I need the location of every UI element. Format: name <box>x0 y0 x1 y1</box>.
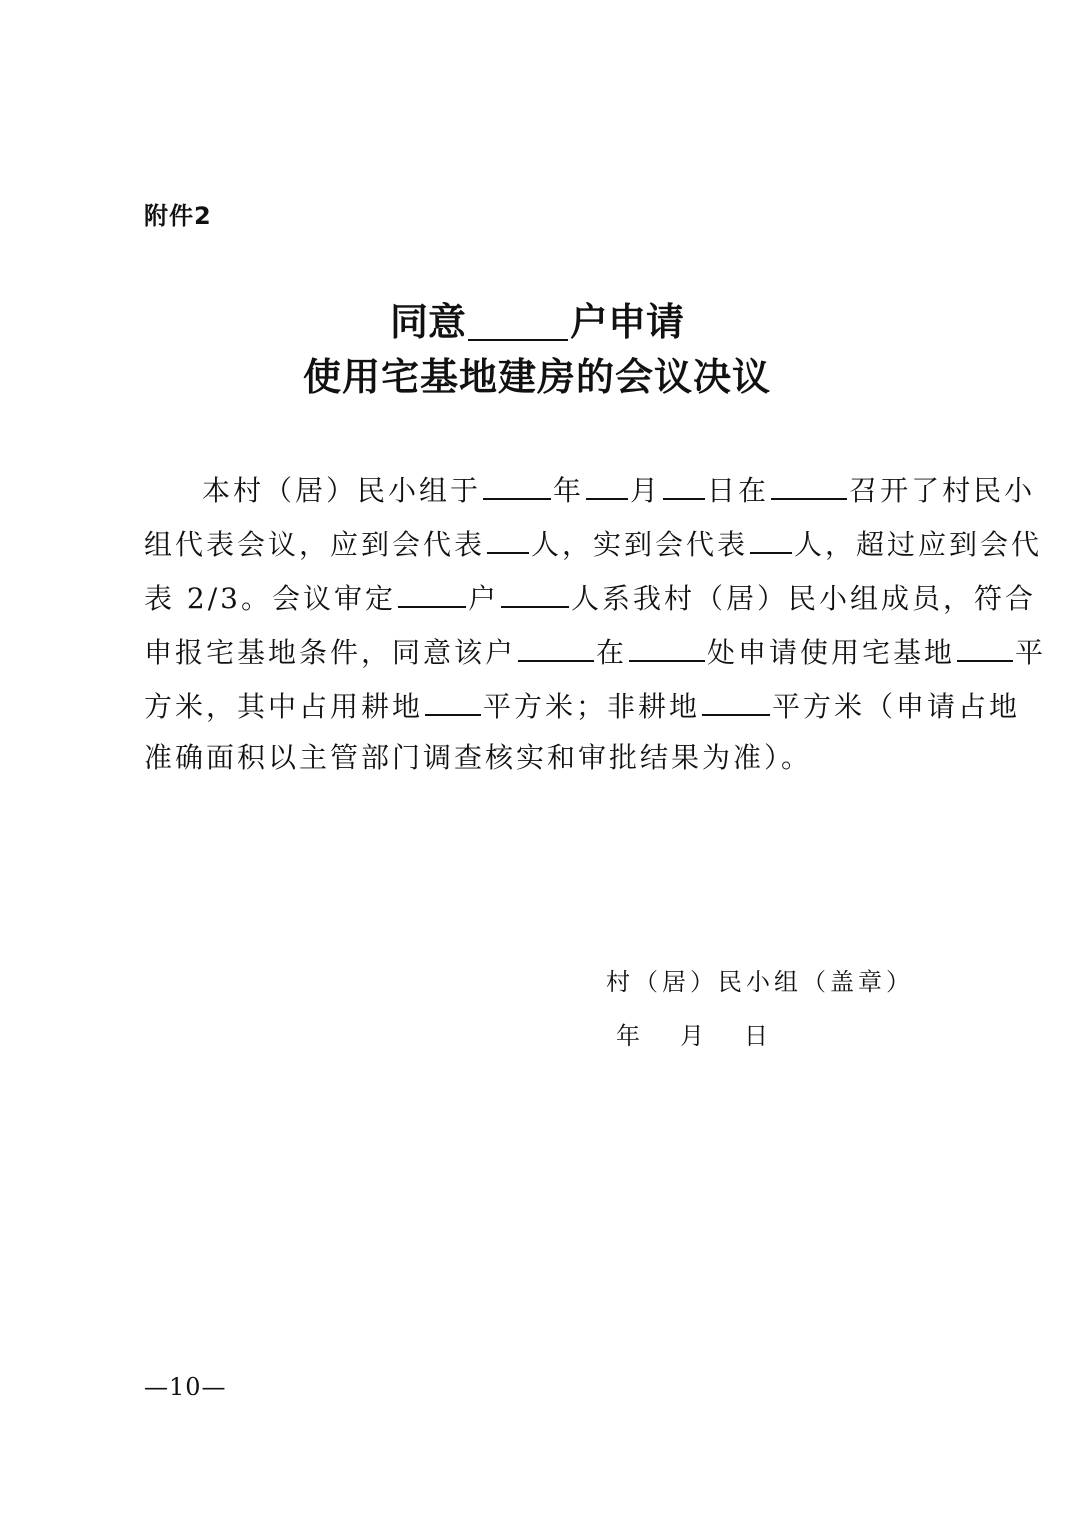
body-text-fragment: 年 <box>553 474 585 507</box>
body-text-fragment: 户 <box>467 582 499 615</box>
household-blank <box>398 582 466 608</box>
body-line-5 <box>144 690 1021 723</box>
non-farmland-area-blank <box>702 690 770 716</box>
body-text-fragment: 在 <box>596 636 628 669</box>
persons-blank <box>501 582 569 608</box>
body-text-fragment: 方米，其中占用耕地 <box>144 690 424 723</box>
attachment-label: 附件2 <box>144 202 212 230</box>
title-prefix: 同意 <box>389 300 466 344</box>
body-text-fragment: 日在 <box>707 474 770 507</box>
body-text-fragment: 本村（居）民小组于 <box>202 474 482 507</box>
body-line-2 <box>144 528 1043 561</box>
body-text-fragment: 平 <box>1015 636 1047 669</box>
title-suffix: 户申请 <box>570 300 685 344</box>
location-blank <box>771 474 847 500</box>
expected-count-blank <box>487 528 529 554</box>
body-text-fragment: 表 2/3。会议审定 <box>144 582 396 615</box>
body-text-fragment: 人，超过应到会代 <box>794 528 1043 561</box>
body-line-4 <box>144 636 1047 669</box>
body-text-fragment: 申报宅基地条件，同意该户 <box>144 636 517 669</box>
document-title-line-2: 使用宅基地建房的会议决议 <box>302 355 771 399</box>
page-number: —10— <box>144 1373 227 1401</box>
day-blank <box>663 474 705 500</box>
signature-group: 村（居）民小组（盖章） <box>606 968 914 996</box>
applicant-blank <box>518 636 594 662</box>
body-line-1 <box>202 474 1036 507</box>
farmland-area-blank <box>425 690 481 716</box>
area-blank <box>957 636 1013 662</box>
body-text-fragment: 处申请使用宅基地 <box>707 636 956 669</box>
body-text-fragment: 组代表会议，应到会代表 <box>144 528 486 561</box>
actual-count-blank <box>750 528 792 554</box>
date-day: 日 <box>744 1022 768 1050</box>
title-household-blank <box>468 307 568 341</box>
date-year: 年 <box>616 1022 640 1050</box>
body-text-fragment: 召开了村民小 <box>849 474 1036 507</box>
body-text-fragment: 人，实到会代表 <box>531 528 749 561</box>
body-line-3 <box>144 582 1036 615</box>
site-blank <box>629 636 705 662</box>
body-text-fragment: 月 <box>630 474 662 507</box>
body-text-fragment: 平方米（申请占地 <box>772 690 1021 723</box>
document-title-line-1 <box>0 300 1074 344</box>
year-blank <box>483 474 551 500</box>
body-text-fragment: 平方米；非耕地 <box>483 690 701 723</box>
month-blank <box>586 474 628 500</box>
date-month: 月 <box>680 1022 704 1050</box>
body-line-6: 准确面积以主管部门调查核实和审批结果为准）。 <box>144 741 813 774</box>
body-text-fragment: 人系我村（居）民小组成员，符合 <box>570 582 1036 615</box>
